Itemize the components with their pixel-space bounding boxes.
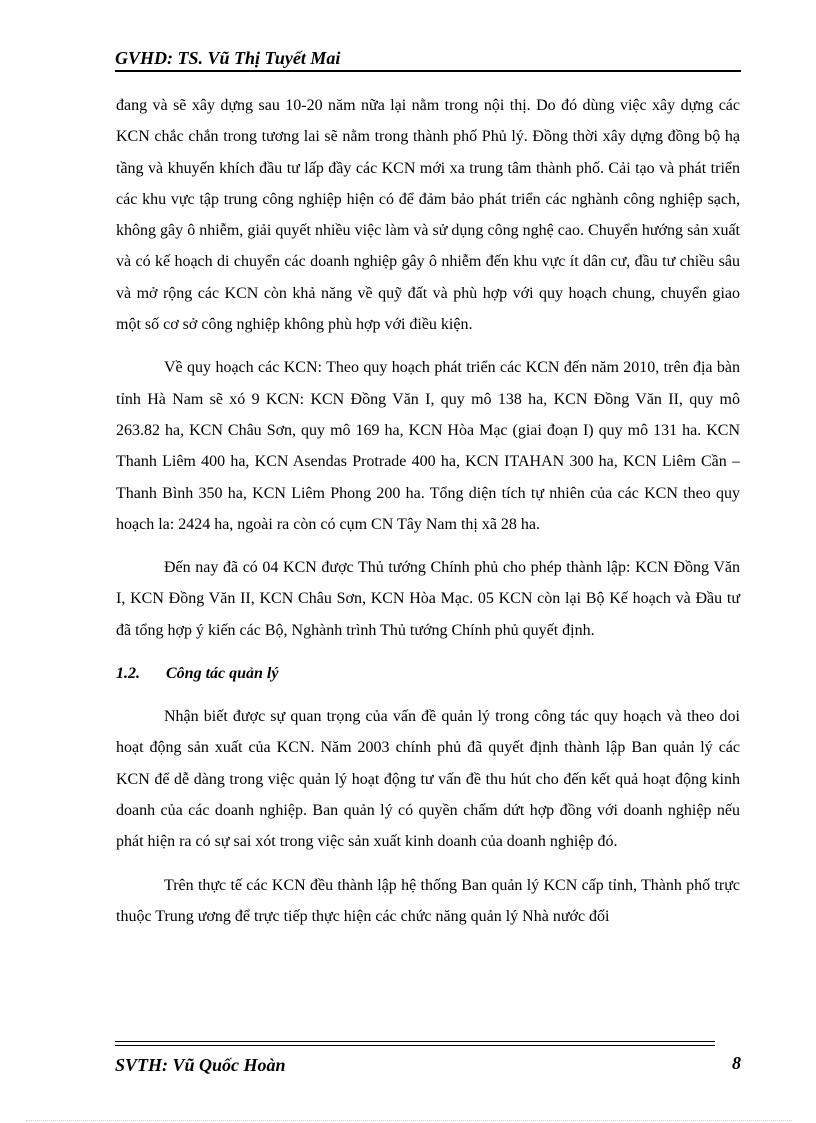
page-header — [115, 48, 741, 74]
paragraph-5: Trên thực tế các KCN đều thành lập hệ thống Ban quản lý KCN cấp tỉnh, Thành phố trực thuộc Trung ương để trực tiếp thực hiện các chức năng quản lý Nhà nước đối — [116, 876, 740, 925]
page-footer — [115, 1041, 741, 1081]
paragraph-2: Về quy hoạch các KCN: Theo quy hoạch phát triển các KCN đến năm 2010, trên địa bàn tỉnh Hà Nam sẽ xó 9 KCN: KCN Đồng Văn I, quy mô 138 ha, KCN Đồng Văn II, quy mô 263.82 ha, KCN Châu Sơn, quy mô 169 ha, KCN Hòa Mạc (giai đoạn I) quy mô 131 ha. KCN Thanh Liêm 400 ha, KCN Asendas Protrade 400 ha, KCN ITAHAN 300 ha, KCN Liêm Cần – Thanh Bình 350 ha, KCN Liêm Phong 200 ha. Tổng diện tích tự nhiên của các KCN theo quy hoạch la: 2424 ha, ngoài ra còn có cụm CN Tây Nam thị xã 28 ha. — [116, 359, 740, 533]
footer-student: SVTH: Vũ Quốc Hoàn — [115, 1055, 286, 1075]
header-supervisor: GVHD: TS. Vũ Thị Tuyết Mai — [115, 48, 341, 68]
page-edge-divider — [26, 1120, 792, 1121]
paragraph-3: Đến nay đã có 04 KCN được Thủ tướng Chính phủ cho phép thành lập: KCN Đồng Văn I, KCN Đồng Văn II, KCN Châu Sơn, KCN Hòa Mạc. 05 KCN còn lại Bộ Kế hoạch và Đầu tư đã tổng hợp ý kiến các Bộ, Nghành trình Thủ tướng Chính phủ quyết định. — [116, 559, 740, 639]
section-heading — [116, 658, 740, 689]
footer-rule-top — [115, 1041, 715, 1042]
section-title: Công tác quản lý — [166, 665, 279, 683]
paragraph-4: Nhận biết được sự quan trọng của vấn đề quản lý trong công tác quy hoạch và theo doi hoạt động sản xuất của KCN. Năm 2003 chính phủ đã quyết định thành lập Ban quản lý các KCN để dễ dàng trong việc quản lý hoạt động tư vấn đề thu hút cho đến kết quả hoạt động kinh doanh của các doanh nghiệp. Ban quản lý có quyền chấm dứt hợp đồng với doanh nghiệp nếu phát hiện ra có sự sai xót trong việc sản xuất kinh doanh của doanh nghiệp đó. — [116, 708, 740, 851]
footer-rule-bottom — [115, 1045, 715, 1046]
page-body — [116, 90, 740, 932]
paragraph-1: đang và sẽ xây dựng sau 10-20 năm nữa lại nằm trong nội thị. Do đó dùng việc xây dựng các KCN chắc chắn trong tương lai sẽ nằm trong thành phố Phủ lý. Đồng thời xây dựng đồng bộ hạ tầng và khuyến khích đầu tư lấp đầy các KCN mới xa trung tâm thành phố. Cải tạo và phát triển các khu vực tập trung công nghiệp hiện có để đảm bảo phát triển các nghành công nghiệp sạch, không gây ô nhiễm, giải quyết nhiều việc làm và sử dụng công nghệ cao. Chuyển hướng sản xuất và có kế hoạch di chuyển các doanh nghiệp gây ô nhiễm đến khu vực ít dân cư, đầu tư chiều sâu và mở rộng các KCN còn khả năng về quỹ đất và phù hợp với quy hoạch chung, chuyển giao một số cơ sở công nghiệp không phù hợp với điều kiện. — [116, 97, 740, 334]
section-number: 1.2. — [116, 665, 140, 683]
page-number: 8 — [732, 1053, 741, 1073]
header-rule — [115, 70, 741, 72]
